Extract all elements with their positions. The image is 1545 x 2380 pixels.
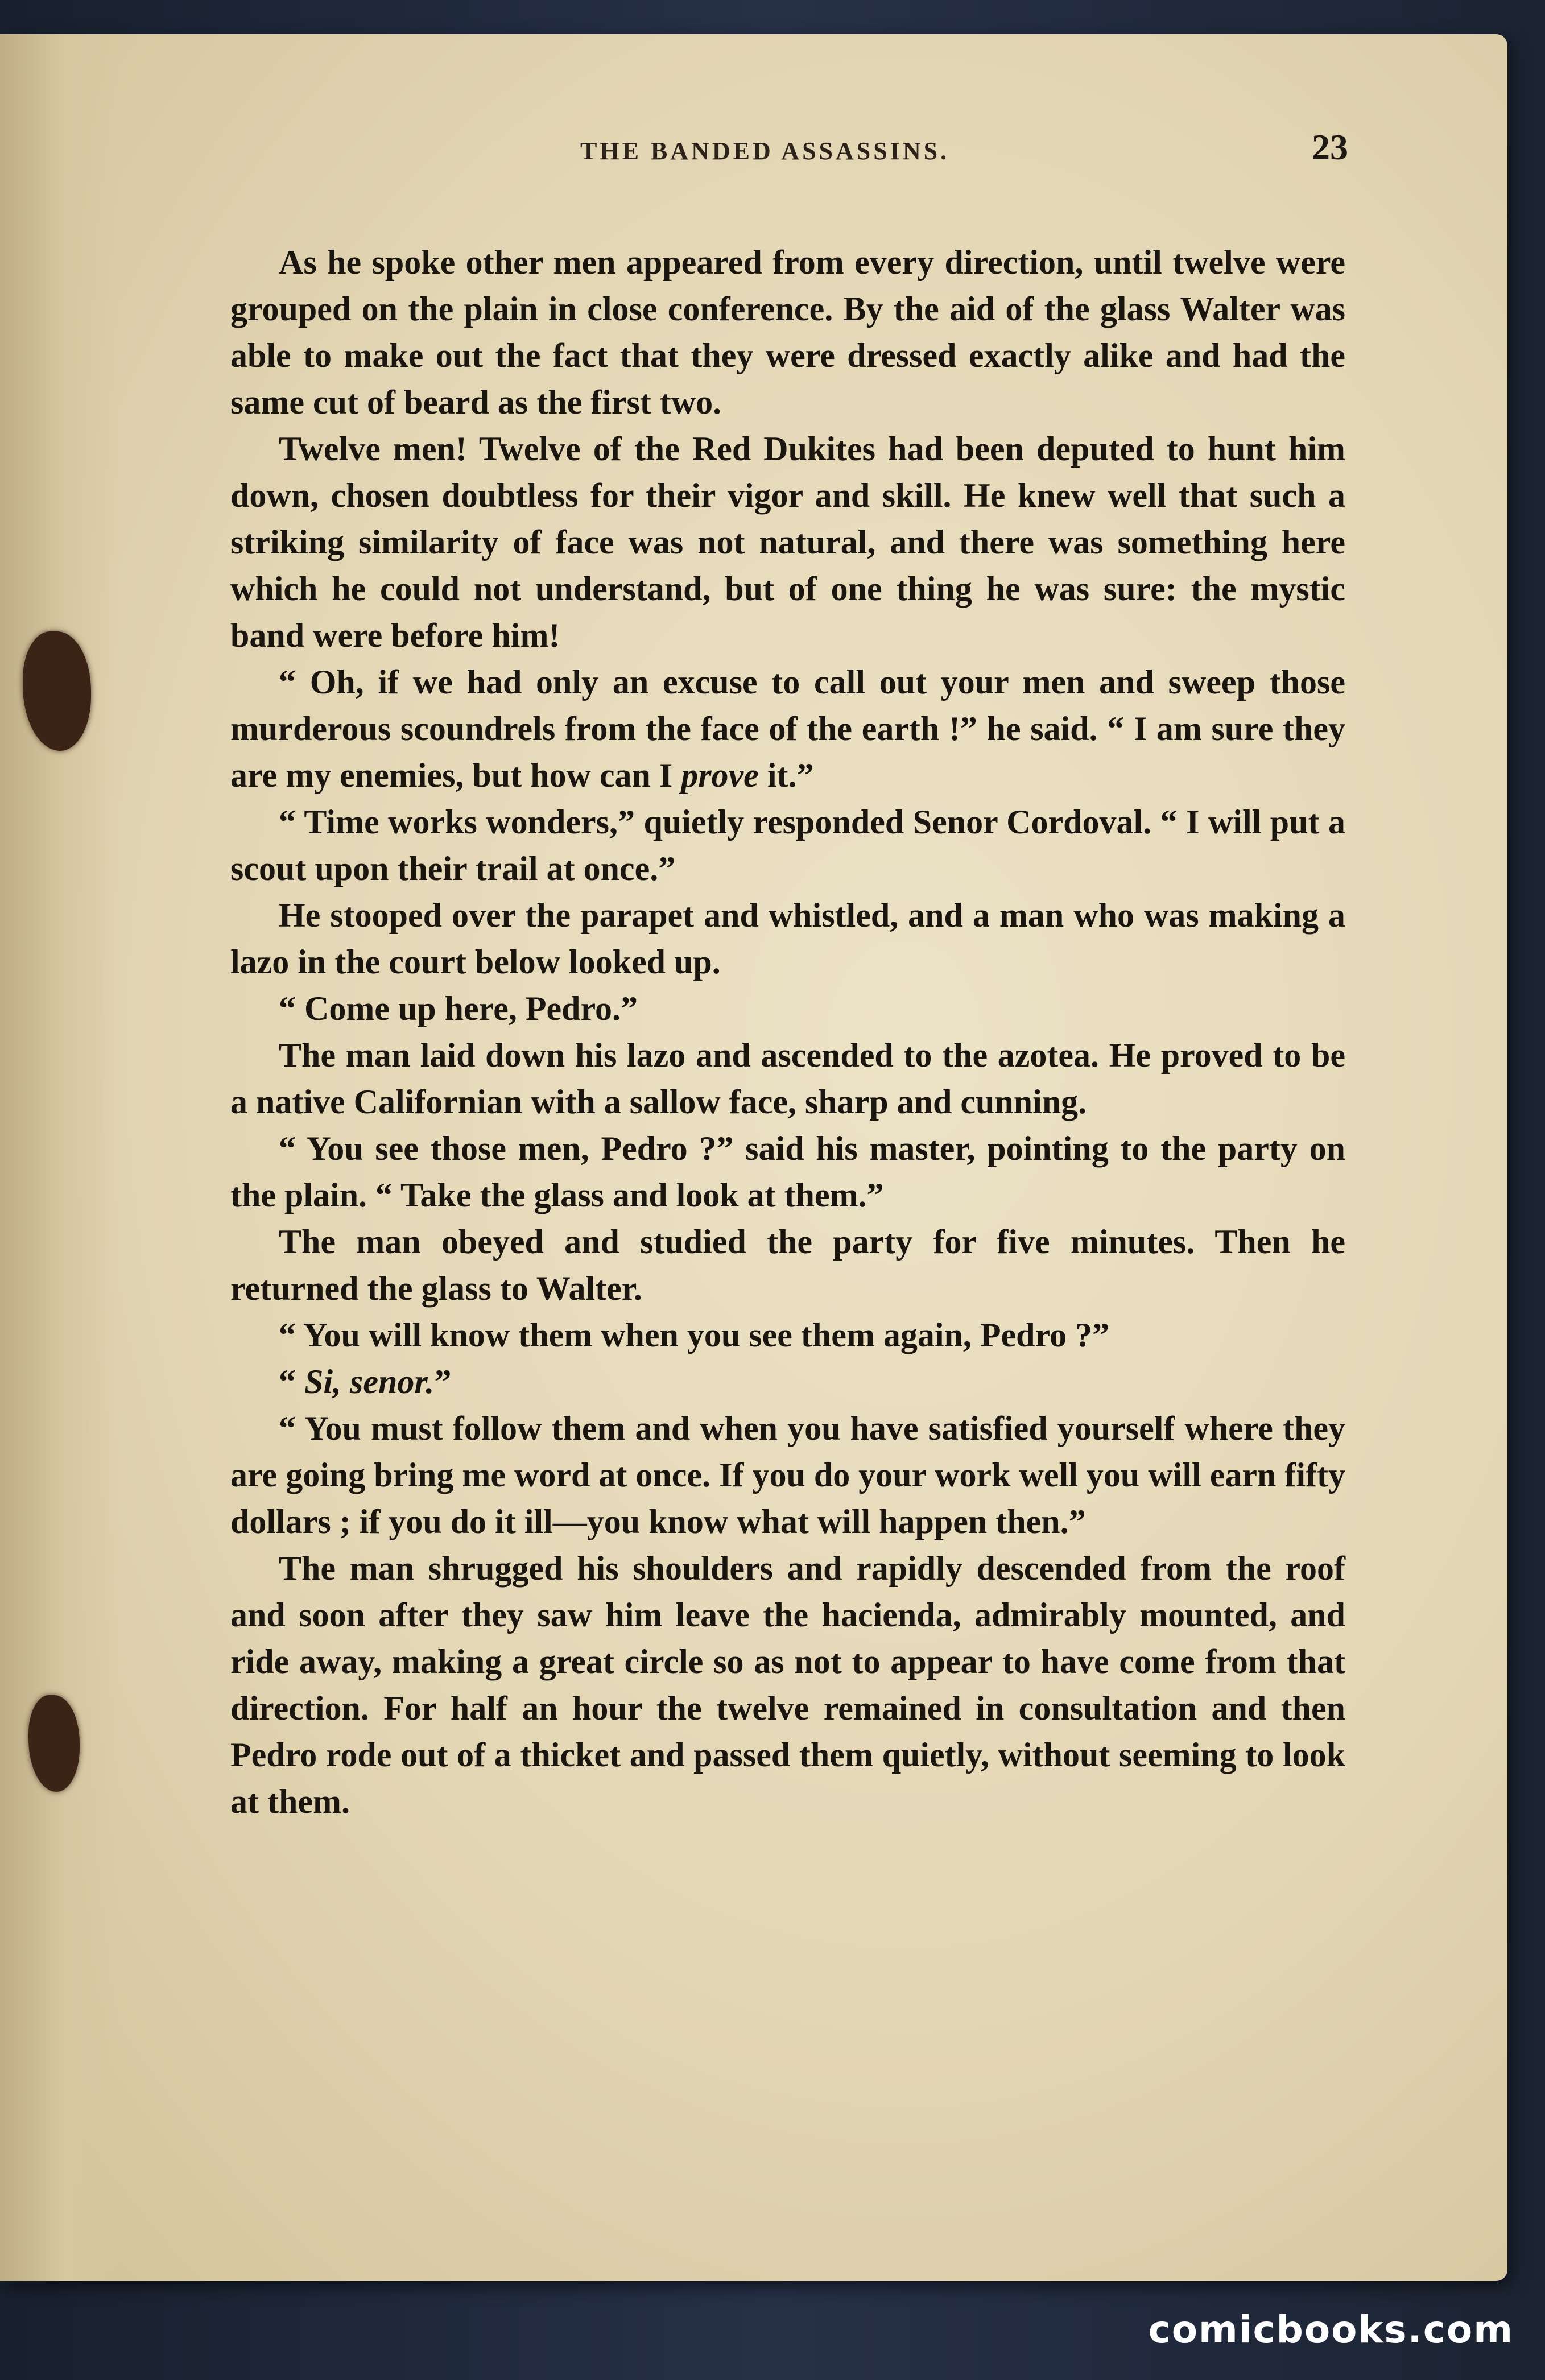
paragraph: As he spoke other men appeared from every direction, until twelve were grouped on the plain in close conference. By the aid of the glass Walter was able to make out the fact that they were dressed exactly alike and had the same cut of beard as the first two. [230, 243, 1345, 421]
paragraph: “ Come up here, Pedro.” [279, 990, 638, 1027]
paragraph: “ You will know them when you see them again, Pedro ?” [279, 1316, 1110, 1354]
paragraph: “ You must follow them and when you have satisfied yourself where they are going bring me word at once. If you do your work well you will earn fifty dollars ; if you do it ill—you know what will happen then.” [230, 1410, 1345, 1540]
paragraph: The man obeyed and studied the party for five minutes. Then he returned the glass to Walter. [230, 1223, 1345, 1307]
body-text [230, 239, 1345, 1825]
paragraph: “ Si, senor.” [279, 1363, 452, 1400]
paragraph: “ You see those men, Pedro ?” said his master, pointing to the party on the plain. “ Take the glass and look at them.” [230, 1130, 1345, 1214]
paragraph: The man laid down his lazo and ascended to the azotea. He proved to be a native Californian with a sallow face, sharp and cunning. [230, 1036, 1345, 1121]
paragraph: “ Time works wonders,” quietly responded Senor Cordoval. “ I will put a scout upon their trail at once.” [230, 803, 1345, 887]
paragraph: The man shrugged his shoulders and rapidly descended from the roof and soon after they saw him leave the hacienda, admirably mounted, and ride away, making a great circle so as not to appear to have come from that direction. For half an hour the twelve remained in consultation and then Pedro rode out of a thicket and passed them quietly, without seeming to look at them. [230, 1550, 1345, 1820]
paragraph: “ Oh, if we had only an excuse to call out your men and sweep those murderous scoundrels from the face of the earth !” he said. “ I am sure they are my enemies, but how can I prove it.” [230, 663, 1345, 794]
running-head: THE BANDED ASSASSINS. [580, 137, 950, 165]
paragraph: Twelve men! Twelve of the Red Dukites had been deputed to hunt him down, chosen doubtless for their vigor and skill. He knew well that such a striking similarity of face was not natural, and there was something here which he could not understand, but of one thing he was sure: the mystic band were before him! [230, 430, 1345, 654]
italic-emphasis: prove [681, 757, 759, 794]
site-watermark: comicbooks.com [1148, 2308, 1514, 2352]
paragraph: He stooped over the parapet and whistled, and a man who was making a lazo in the court below looked up. [230, 896, 1345, 981]
page-header [228, 114, 1348, 188]
italic-emphasis: Si, senor. [304, 1363, 435, 1400]
page-number: 23 [1312, 127, 1348, 167]
page-gutter [0, 34, 119, 2281]
